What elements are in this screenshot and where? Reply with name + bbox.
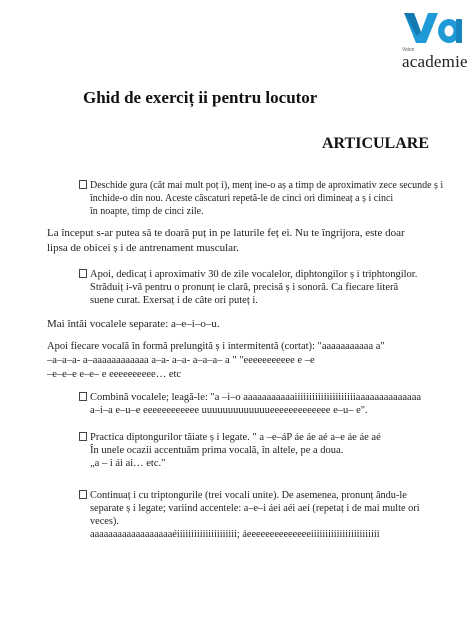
brand-logo-word: academie <box>402 52 468 71</box>
bullet-item-line: veces). <box>90 516 119 527</box>
checkbox-icon <box>79 269 87 278</box>
paragraph-line: Apoi fiecare vocală în formă prelungită ș i intermitentă (cortat): "aaaaaaaaaaa a" <box>47 341 385 352</box>
checkbox-icon <box>79 392 87 401</box>
bullet-item-4 <box>79 431 441 470</box>
bullet-item-line: suene curat. Exersaț i de câte ori puteț i. <box>90 295 258 306</box>
document-title: Ghid de exerciț ii pentru locutor <box>83 88 318 107</box>
paragraph-3 <box>47 340 385 382</box>
checkbox-icon <box>79 490 87 499</box>
section-heading: ARTICULARE <box>322 135 430 152</box>
bullet-item-5 <box>79 489 441 541</box>
bullet-item-line: Deschide gura (cât mai mult poț i), menț ine-o aș a timp de aproximativ zece secunde ș i <box>79 179 441 192</box>
brand-logo <box>396 10 466 74</box>
bullet-item-line: Continuaț i cu triptongurile (trei vocali unite). De asemenea, pronunț ându-le <box>79 489 441 502</box>
brand-logo-mark <box>402 10 464 46</box>
bullet-item-line: aaaaaaaaaaaaaaaaaaéiiiiiiiiiiiiiiiiiiiii; áeeeeeeeeeeeeeeiiiiiiiiiiiiiiiiiiiiiiii <box>90 529 380 540</box>
paragraph-line: La început s-ar putea să te doară puț in pe laturile feț ei. Nu te îngrijora, este doar <box>47 227 405 239</box>
paragraph-line: –e–e–e e–e– e eeeeeeeeee… etc <box>47 369 182 380</box>
paragraph-line: Mai întâi vocalele separate: a–e–i–o–u. <box>47 318 220 330</box>
paragraph-2 <box>47 317 220 332</box>
bullet-item-3 <box>79 391 441 417</box>
checkbox-icon <box>79 432 87 441</box>
bullet-item-line: „a – i ái ai… etc." <box>90 458 166 469</box>
brand-logo-small-text: Voice <box>402 47 415 53</box>
bullet-item-line: Combină vocalele; leagă-le: "a –i–o aaaaaaaaaaaiiiiiiiiiiiiiiiiiiiiiaaaaaaaaaaaaaa <box>79 391 441 404</box>
paragraph-line: lipsa de obicei ș i de antrenament muscular. <box>47 242 239 254</box>
bullet-item-1 <box>79 179 444 218</box>
bullet-item-line: închide-o din nou. Aceste căscaturi repetă-le de cinci ori dimineaț a ș i cinci <box>90 193 394 204</box>
bullet-item-line: Practica diptongurilor tăiate ș i legate. " a –e–áP áe áe aé a–e áe áe aé <box>79 431 441 444</box>
bullet-item-line: separate ș i legate; variind accentele: a–e–i áei aéi aeí (repetaț i de mai multe ori <box>90 503 420 514</box>
checkbox-icon <box>79 180 87 189</box>
paragraph-line: –a–a–a- a–aaaaaaaaaaaa a–a- a–a- a–a–a– a " "eeeeeeeeeee e –e <box>47 355 315 366</box>
bullet-item-line: a–i–a e–u–e eeeeeeeeeeee uuuuuuuuuuuuueeeeeeeeeeeee e–u– e". <box>90 405 368 416</box>
bullet-item-line: Apoi, dedicaț i aproximativ 30 de zile vocalelor, diphtongilor ș i triphtongilor. <box>79 268 441 281</box>
bullet-item-line: În unele ocazii accentuăm prima vocală, în altele, pe a doua. <box>90 445 344 456</box>
bullet-item-2 <box>79 268 441 307</box>
paragraph-1 <box>47 226 405 256</box>
bullet-item-line: Străduiț i-vă pentru o pronunț ie clară, precisă ș i sonoră. Ca fiecare literă <box>90 282 399 293</box>
bullet-item-line: în noapte, timp de cinci zile. <box>90 206 204 217</box>
